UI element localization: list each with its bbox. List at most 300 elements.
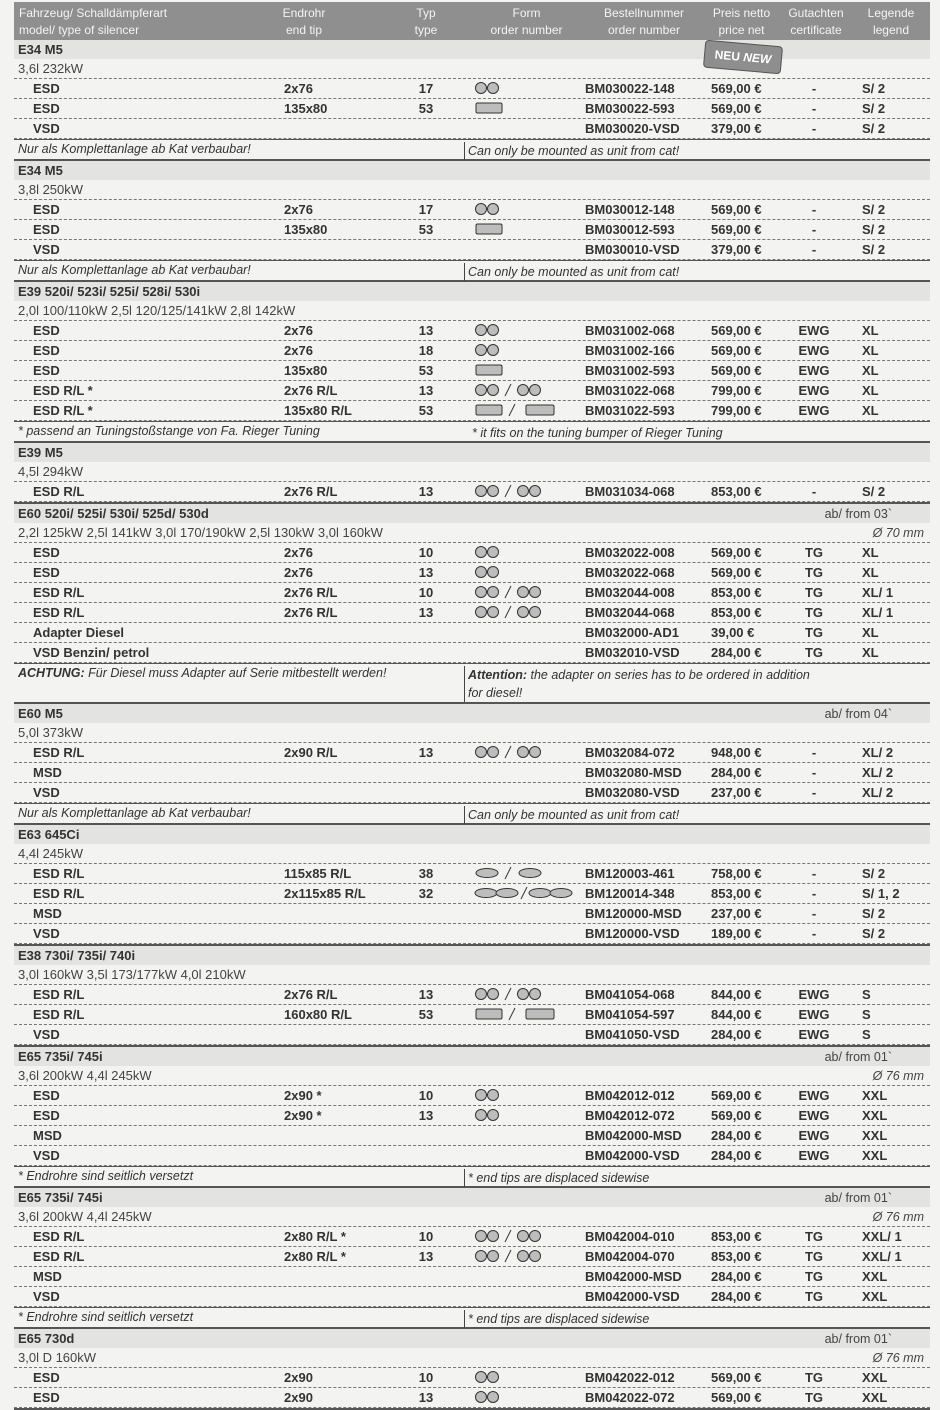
price: 569,00 € [711, 363, 762, 378]
tip-shape-icon [474, 886, 574, 900]
table-row [14, 99, 930, 119]
pipe-diameter: Ø 76 mm [872, 1351, 924, 1365]
end-tip: 2x76 [284, 545, 313, 560]
type-number: 53 [418, 101, 434, 116]
price: 844,00 € [711, 1007, 762, 1022]
order-number: BM032000-AD1 [585, 625, 679, 640]
tip-form [474, 886, 574, 903]
price: 189,00 € [711, 926, 762, 941]
certificate: EWG [798, 383, 830, 398]
tip-shape-icon [474, 403, 556, 417]
vehicle-model: E63 645Ci [18, 827, 80, 842]
col-legend: Legende legend [867, 6, 915, 37]
table-row [14, 1267, 930, 1287]
tip-shape-icon [474, 1108, 502, 1122]
order-number: BM120000-MSD [585, 906, 682, 921]
table-row [14, 763, 930, 783]
tip-shape-icon [474, 1007, 556, 1021]
type-number: 13 [418, 1108, 434, 1123]
note-german: Nur als Komplettanlage ab Kat verbaubar! [18, 806, 251, 820]
price: 569,00 € [711, 1108, 762, 1123]
tip-form [474, 202, 502, 219]
order-number: BM042004-070 [585, 1249, 675, 1264]
model-year: ab/ from 01` [824, 1191, 892, 1205]
tip-form [474, 1007, 556, 1024]
certificate: TG [804, 605, 824, 620]
silencer-type: ESD [33, 81, 60, 96]
legend: S/ 2 [862, 121, 886, 136]
tip-shape-icon [474, 323, 502, 337]
price: 237,00 € [711, 785, 762, 800]
table-row [14, 220, 930, 240]
order-number: BM031002-166 [585, 343, 675, 358]
tip-form [474, 585, 544, 602]
legend: S/ 2 [862, 484, 886, 499]
end-tip: 2x76 R/L [284, 605, 338, 620]
tip-form [474, 987, 544, 1004]
table-row [14, 381, 930, 401]
engine-row [14, 301, 930, 321]
legend: XXL [862, 1390, 888, 1405]
table-row [14, 1146, 930, 1166]
legend: XXL [862, 1269, 888, 1284]
table-row [14, 643, 930, 663]
order-number: BM041050-VSD [585, 1027, 680, 1042]
type-number: 13 [418, 1249, 434, 1264]
price: 569,00 € [711, 1370, 762, 1385]
order-number: BM031002-593 [585, 363, 675, 378]
price: 853,00 € [711, 1229, 762, 1244]
price: 237,00 € [711, 906, 762, 921]
table-row [14, 1247, 930, 1267]
engine-spec: 3,0l 160kW 3,5l 173/177kW 4,0l 210kW [18, 967, 246, 982]
certificate: - [811, 121, 817, 136]
certificate: TG [804, 1390, 824, 1405]
type-number: 53 [418, 1007, 434, 1022]
order-number: BM042022-072 [585, 1390, 675, 1405]
engine-row [14, 965, 930, 985]
order-number: BM032044-008 [585, 585, 675, 600]
legend: S/ 2 [862, 926, 886, 941]
silencer-type: ESD [33, 1088, 60, 1103]
tip-shape-icon [474, 1088, 502, 1102]
vehicle-section [14, 946, 930, 1047]
section-title-bar [14, 161, 930, 180]
table-row [14, 1368, 930, 1388]
vehicle-section [14, 504, 930, 704]
tip-shape-icon [474, 222, 504, 236]
model-year: ab/ from 03` [824, 507, 892, 521]
certificate: - [811, 785, 817, 800]
type-number: 18 [418, 343, 434, 358]
price: 569,00 € [711, 343, 762, 358]
section-title-bar [14, 946, 930, 965]
legend: XL/ 2 [862, 765, 894, 780]
certificate: - [811, 906, 817, 921]
table-row [14, 864, 930, 884]
order-number: BM031034-068 [585, 484, 675, 499]
order-number: BM041054-068 [585, 987, 675, 1002]
tip-form [474, 323, 502, 340]
type-number: 17 [418, 81, 434, 96]
vehicle-model: E60 M5 [18, 706, 63, 721]
tip-form [474, 383, 544, 400]
silencer-type: ESD [33, 343, 60, 358]
tip-shape-icon [474, 383, 544, 397]
certificate: TG [804, 625, 824, 640]
certificate: TG [804, 1289, 824, 1304]
price: 284,00 € [711, 1027, 762, 1042]
silencer-type: ESD R/L [33, 987, 85, 1002]
engine-row [14, 180, 930, 200]
section-title-bar [14, 1188, 930, 1207]
table-row [14, 200, 930, 220]
certificate: TG [804, 1269, 824, 1284]
col-vehicle: Fahrzeug/ Schalldämpferart model/ type of silencer [19, 6, 168, 37]
col-certificate: Gutachten certificate [788, 6, 844, 37]
engine-spec: 3,8l 250kW [18, 182, 84, 197]
table-header [14, 2, 930, 40]
end-tip: 2x76 R/L [284, 484, 338, 499]
legend: XL [862, 565, 879, 580]
silencer-type: ESD R/L [33, 745, 85, 760]
vehicle-section [14, 40, 930, 161]
tip-shape-icon [474, 1390, 502, 1404]
note-german: * Endrohre sind seitlich versetzt [18, 1310, 194, 1324]
silencer-type: ESD [33, 202, 60, 217]
table-row [14, 1388, 930, 1408]
silencer-type: VSD [33, 1148, 60, 1163]
end-tip: 2x90 [284, 1370, 313, 1385]
vehicle-model: E39 M5 [18, 445, 63, 460]
legend: XL/ 1 [862, 605, 894, 620]
silencer-type: ESD [33, 545, 60, 560]
silencer-type: MSD [33, 765, 62, 780]
tip-shape-icon [474, 202, 502, 216]
legend: S [862, 987, 871, 1002]
table-row [14, 1227, 930, 1247]
engine-row [14, 1066, 930, 1086]
silencer-type: ESD R/L [33, 484, 85, 499]
section-title-bar [14, 443, 930, 462]
legend: S/ 2 [862, 242, 886, 257]
tip-shape-icon [474, 343, 502, 357]
tip-shape-icon [474, 1370, 502, 1384]
table-row [14, 924, 930, 944]
order-number: BM032010-VSD [585, 645, 680, 660]
note-english: * end tips are displaced sidewise [464, 1310, 649, 1328]
engine-spec: 4,4l 245kW [18, 846, 84, 861]
type-number: 17 [418, 202, 434, 217]
order-number: BM031022-068 [585, 383, 675, 398]
legend: XXL [862, 1108, 888, 1123]
silencer-type: VSD [33, 1027, 60, 1042]
note-english: Can only be mounted as unit from cat! [464, 263, 679, 281]
certificate: EWG [798, 343, 830, 358]
end-tip: 2x90 * [284, 1088, 322, 1103]
legend: XL [862, 383, 879, 398]
price: 379,00 € [711, 121, 762, 136]
silencer-type: VSD [33, 1289, 60, 1304]
price: 284,00 € [711, 765, 762, 780]
certificate: EWG [798, 403, 830, 418]
tip-shape-icon [474, 1249, 544, 1263]
section-note [14, 139, 930, 159]
price: 39,00 € [711, 625, 755, 640]
engine-spec: 3,6l 200kW 4,4l 245kW [18, 1209, 152, 1224]
section-title-bar [14, 1047, 930, 1066]
section-title-bar [14, 704, 930, 723]
order-number: BM032080-MSD [585, 765, 682, 780]
note-german: * Endrohre sind seitlich versetzt [18, 1169, 194, 1183]
end-tip: 2x80 R/L * [284, 1249, 346, 1264]
section-note [14, 421, 930, 441]
col-form: Form order number [490, 6, 563, 37]
section-note [14, 803, 930, 823]
tip-form [474, 1108, 502, 1125]
vehicle-model: E65 735i/ 745i [18, 1190, 103, 1205]
price: 284,00 € [711, 1148, 762, 1163]
certificate: - [811, 765, 817, 780]
order-number: BM120014-348 [585, 886, 675, 901]
silencer-type: ESD R/L [33, 1007, 85, 1022]
tip-form [474, 363, 504, 380]
section-title-bar [14, 825, 930, 844]
silencer-type: ESD [33, 1390, 60, 1405]
tip-shape-icon [474, 866, 544, 880]
order-number: BM032080-VSD [585, 785, 680, 800]
certificate: TG [804, 565, 824, 580]
silencer-type: ESD [33, 363, 60, 378]
product-table [14, 40, 930, 1410]
tip-form [474, 1390, 502, 1407]
table-row [14, 361, 930, 381]
engine-row [14, 1207, 930, 1227]
table-row [14, 482, 930, 502]
legend: XL/ 2 [862, 785, 894, 800]
type-number: 10 [418, 585, 434, 600]
end-tip: 135x80 [284, 101, 328, 116]
type-number: 13 [418, 605, 434, 620]
end-tip: 2x76 R/L [284, 585, 338, 600]
vehicle-section [14, 1188, 930, 1329]
order-number: BM032022-068 [585, 565, 675, 580]
price: 948,00 € [711, 745, 762, 760]
order-number: BM032084-072 [585, 745, 675, 760]
type-number: 38 [418, 866, 434, 881]
order-number: BM041054-597 [585, 1007, 675, 1022]
legend: XXL/ 1 [862, 1249, 902, 1264]
tip-shape-icon [474, 363, 504, 377]
tip-shape-icon [474, 1229, 544, 1243]
price: 853,00 € [711, 886, 762, 901]
price: 758,00 € [711, 866, 762, 881]
table-row [14, 1287, 930, 1307]
tip-form [474, 1249, 544, 1266]
model-year: ab/ from 01` [824, 1050, 892, 1064]
engine-row [14, 1348, 930, 1368]
note-german: Nur als Komplettanlage ab Kat verbaubar! [18, 142, 251, 156]
table-row [14, 563, 930, 583]
end-tip: 2x90 R/L [284, 745, 338, 760]
legend: XXL [862, 1370, 888, 1385]
tip-form [474, 1370, 502, 1387]
order-number: BM030022-148 [585, 81, 675, 96]
price: 284,00 € [711, 1269, 762, 1284]
silencer-type: MSD [33, 1128, 62, 1143]
engine-row [14, 844, 930, 864]
silencer-type: Adapter Diesel [33, 625, 125, 640]
end-tip: 160x80 R/L [284, 1007, 352, 1022]
price: 799,00 € [711, 403, 762, 418]
certificate: - [811, 101, 817, 116]
price: 569,00 € [711, 323, 762, 338]
price: 799,00 € [711, 383, 762, 398]
legend: XL/ 2 [862, 745, 894, 760]
certificate: EWG [798, 1007, 830, 1022]
silencer-type: VSD [33, 121, 60, 136]
order-number: BM031022-593 [585, 403, 675, 418]
vehicle-model: E65 730d [18, 1331, 75, 1346]
silencer-type: VSD [33, 926, 60, 941]
legend: S/ 2 [862, 202, 886, 217]
vehicle-model: E34 M5 [18, 163, 63, 178]
table-row [14, 1086, 930, 1106]
legend: S/ 2 [862, 101, 886, 116]
price: 844,00 € [711, 987, 762, 1002]
end-tip: 2x76 [284, 565, 313, 580]
engine-row [14, 462, 930, 482]
end-tip: 2x76 [284, 81, 313, 96]
type-number: 13 [418, 987, 434, 1002]
engine-row [14, 723, 930, 743]
type-number: 10 [418, 1370, 434, 1385]
certificate: TG [804, 585, 824, 600]
vehicle-model: E39 520i/ 523i/ 525i/ 528i/ 530i [18, 284, 201, 299]
note-german: Nur als Komplettanlage ab Kat verbaubar! [18, 263, 251, 277]
tip-shape-icon [474, 484, 544, 498]
legend: S [862, 1007, 871, 1022]
tip-form [474, 222, 504, 239]
certificate: TG [804, 645, 824, 660]
vehicle-section [14, 1047, 930, 1188]
order-number: BM042000-VSD [585, 1148, 680, 1163]
legend: S/ 2 [862, 81, 886, 96]
legend: S [862, 1027, 871, 1042]
certificate: - [811, 886, 817, 901]
type-number: 13 [418, 1390, 434, 1405]
engine-spec: 4,5l 294kW [18, 464, 84, 479]
type-number: 13 [418, 484, 434, 499]
tip-form [474, 1088, 502, 1105]
legend: XXL [862, 1289, 888, 1304]
certificate: TG [804, 1370, 824, 1385]
type-number: 53 [418, 222, 434, 237]
tip-form [474, 484, 544, 501]
legend: S/ 2 [862, 222, 886, 237]
end-tip: 115x85 R/L [284, 866, 352, 881]
legend: XL [862, 645, 879, 660]
type-number: 13 [418, 565, 434, 580]
section-note [14, 1307, 930, 1327]
type-number: 32 [418, 886, 434, 901]
tip-shape-icon [474, 545, 502, 559]
legend: XL/ 1 [862, 585, 894, 600]
price: 284,00 € [711, 1289, 762, 1304]
tip-form [474, 343, 502, 360]
certificate: - [811, 926, 817, 941]
end-tip: 2x76 [284, 323, 313, 338]
type-number: 53 [418, 363, 434, 378]
vehicle-model: E65 735i/ 745i [18, 1049, 103, 1064]
tip-shape-icon [474, 987, 544, 1001]
certificate: - [811, 242, 817, 257]
tip-shape-icon [474, 565, 502, 579]
legend: XL [862, 363, 879, 378]
table-row [14, 341, 930, 361]
tip-form [474, 403, 556, 420]
vehicle-model: E60 520i/ 525i/ 530i/ 525d/ 530d [18, 506, 209, 521]
tip-form [474, 565, 502, 582]
price: 853,00 € [711, 484, 762, 499]
silencer-type: ESD [33, 222, 60, 237]
order-number: BM042000-MSD [585, 1269, 682, 1284]
silencer-type: MSD [33, 1269, 62, 1284]
table-row [14, 543, 930, 563]
order-number: BM031002-068 [585, 323, 675, 338]
order-number: BM030022-593 [585, 101, 675, 116]
engine-spec: 3,0l D 160kW [18, 1350, 97, 1365]
certificate: - [811, 745, 817, 760]
price: 853,00 € [711, 1249, 762, 1264]
order-number: BM120000-VSD [585, 926, 680, 941]
tip-form [474, 745, 544, 762]
end-tip: 135x80 [284, 222, 328, 237]
legend: XL [862, 343, 879, 358]
order-number: BM032022-008 [585, 545, 675, 560]
table-row [14, 904, 930, 924]
table-row [14, 240, 930, 260]
note-english: Attention: the adapter on series has to be ordered in addition for diesel! [464, 666, 810, 702]
certificate: TG [804, 1229, 824, 1244]
engine-spec: 3,6l 200kW 4,4l 245kW [18, 1068, 152, 1083]
table-row [14, 1025, 930, 1045]
engine-spec: 2,0l 100/110kW 2,5l 120/125/141kW 2,8l 142kW [18, 303, 296, 318]
end-tip: 2x76 R/L [284, 383, 338, 398]
certificate: EWG [798, 1108, 830, 1123]
pipe-diameter: Ø 70 mm [872, 526, 924, 540]
tip-form [474, 1229, 544, 1246]
legend: XL [862, 323, 879, 338]
certificate: TG [804, 1249, 824, 1264]
silencer-type: ESD [33, 1370, 60, 1385]
table-row [14, 1126, 930, 1146]
order-number: BM032044-068 [585, 605, 675, 620]
certificate: EWG [798, 323, 830, 338]
price: 569,00 € [711, 545, 762, 560]
vehicle-model: E38 730i/ 735i/ 740i [18, 948, 136, 963]
engine-spec: 5,0l 373kW [18, 725, 84, 740]
order-number: BM042000-MSD [585, 1128, 682, 1143]
certificate: - [811, 81, 817, 96]
tip-form [474, 81, 502, 98]
end-tip: 2x90 [284, 1390, 313, 1405]
silencer-type: ESD R/L [33, 1229, 85, 1244]
certificate: - [811, 222, 817, 237]
vehicle-model: E34 M5 [18, 42, 63, 57]
vehicle-section [14, 704, 930, 825]
end-tip: 2x80 R/L * [284, 1229, 346, 1244]
